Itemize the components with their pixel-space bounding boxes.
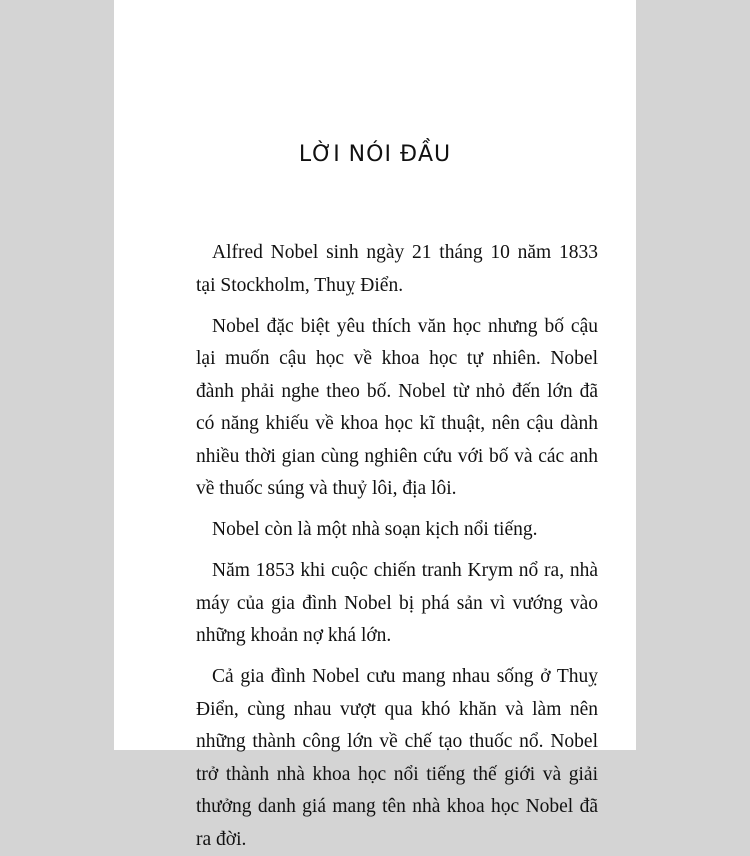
- paragraph-birth: Alfred Nobel sinh ngày 21 tháng 10 năm 1833 tại Stockholm, Thuỵ Điển.: [196, 242, 598, 296]
- page-title: LỜI NÓI ĐẦU: [298, 142, 452, 167]
- page-body: [196, 237, 598, 856]
- paragraph-bankruptcy: Năm 1853 khi cuộc chiến tranh Krym nổ ra, nhà máy của gia đình Nobel bị phá sản vì vướng vào những khoản nợ khá lớn.: [196, 560, 598, 646]
- book-page: [114, 0, 636, 850]
- paragraph-playwright: Nobel còn là một nhà soạn kịch nổi tiếng.: [212, 519, 538, 540]
- paragraph-success: Cả gia đình Nobel cưu mang nhau sống ở Thuỵ Điển, cùng nhau vượt qua khó khăn và làm nên những thành công lớn về chế tạo thuốc nổ. Nobel trở thành nhà khoa học nổi tiếng thế giới và giải thưởng danh giá mang tên nhà khoa học Nobel đã ra đời.: [196, 666, 598, 850]
- paragraph-childhood: Nobel đặc biệt yêu thích văn học nhưng bố cậu lại muốn cậu học về khoa học tự nhiên. Nobel đành phải nghe theo bố. Nobel từ nhỏ đến lớn đã có năng khiếu về khoa học kĩ thuật, nên cậu dành nhiều thời gian cùng nghiên cứu với bố và các anh về thuốc súng và thuỷ lôi, địa lôi.: [196, 315, 598, 499]
